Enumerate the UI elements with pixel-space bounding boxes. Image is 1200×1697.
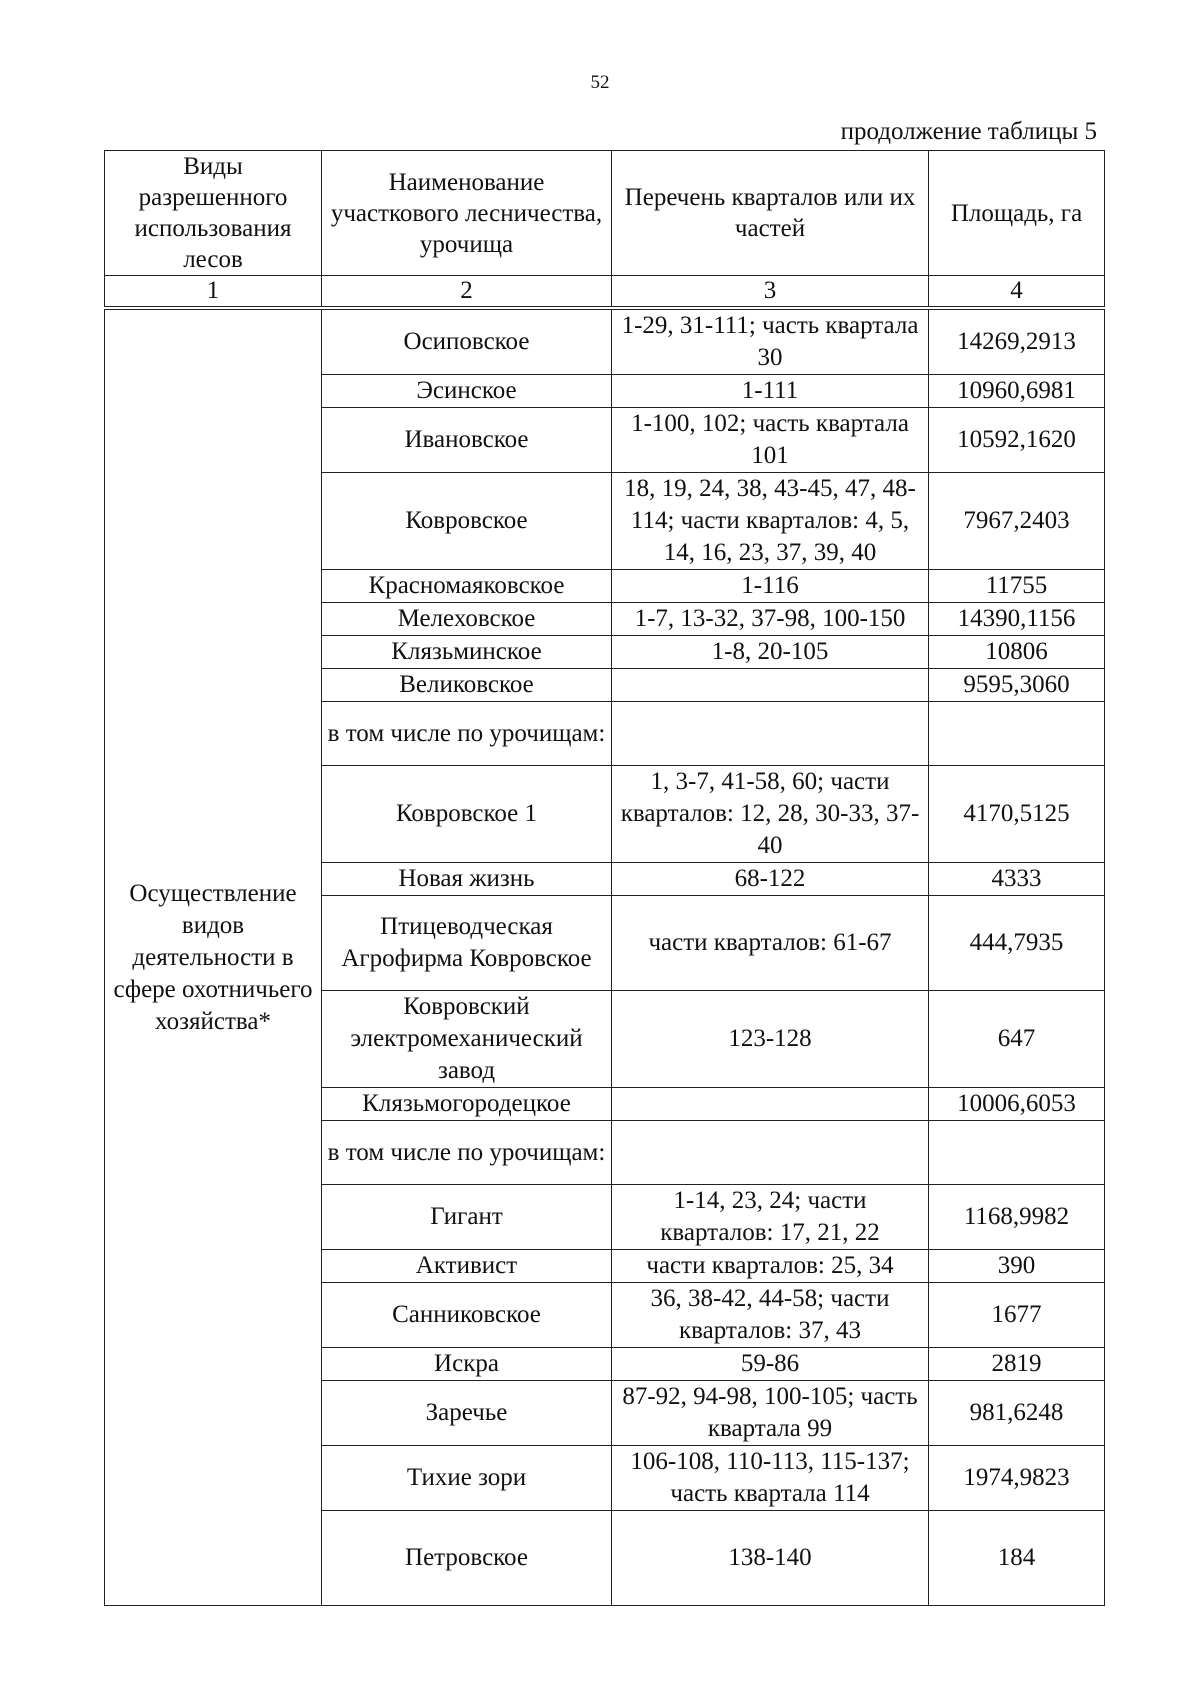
- column-number: 3: [612, 276, 929, 309]
- quarters-cell: 1-14, 23, 24; части кварталов: 17, 21, 22: [612, 1185, 929, 1250]
- header-area: Площадь, га: [929, 151, 1105, 276]
- forestry-name-cell: в том числе по урочищам:: [322, 702, 612, 766]
- forestry-name-cell: Активист: [322, 1250, 612, 1283]
- area-cell: 981,6248: [929, 1381, 1105, 1446]
- forestry-name-cell: Ковровский электромеханический завод: [322, 991, 612, 1088]
- header-quarters-list: Перечень кварталов или их частей: [612, 151, 929, 276]
- quarters-cell: 87-92, 94-98, 100-105; часть квартала 99: [612, 1381, 929, 1446]
- use-type-cell: Осуществление видов деятельности в сфере охотничьего хозяйства*: [105, 308, 322, 1606]
- forestry-name-cell: Великовское: [322, 669, 612, 702]
- area-cell: 11755: [929, 570, 1105, 603]
- forestry-name-cell: Заречье: [322, 1381, 612, 1446]
- area-cell: [929, 702, 1105, 766]
- quarters-cell: [612, 669, 929, 702]
- forestry-name-cell: Ковровское: [322, 473, 612, 570]
- area-cell: 647: [929, 991, 1105, 1088]
- forest-use-table: [104, 150, 1105, 1606]
- area-cell: 10960,6981: [929, 375, 1105, 408]
- area-cell: 10006,6053: [929, 1088, 1105, 1121]
- table-continuation-caption: продолжение таблицы 5: [840, 118, 1097, 145]
- column-number: 1: [105, 276, 322, 309]
- forestry-name-cell: Эсинское: [322, 375, 612, 408]
- area-cell: 1974,9823: [929, 1446, 1105, 1511]
- forestry-name-cell: Клязьминское: [322, 636, 612, 669]
- quarters-cell: [612, 702, 929, 766]
- forestry-name-cell: Птицеводческая Агрофирма Ковровское: [322, 896, 612, 991]
- forestry-name-cell: Клязьмогородецкое: [322, 1088, 612, 1121]
- quarters-cell: 1-111: [612, 375, 929, 408]
- area-cell: 14269,2913: [929, 308, 1105, 375]
- forestry-name-cell: Ивановское: [322, 408, 612, 473]
- quarters-cell: 1-116: [612, 570, 929, 603]
- forestry-name-cell: Мелеховское: [322, 603, 612, 636]
- quarters-cell: 59-86: [612, 1348, 929, 1381]
- quarters-cell: [612, 1088, 929, 1121]
- table-body: [105, 308, 1105, 1606]
- header-use-type: Виды разрешенного использования лесов: [105, 151, 322, 276]
- column-number: 2: [322, 276, 612, 309]
- forestry-name-cell: Новая жизнь: [322, 863, 612, 896]
- quarters-cell: 1-100, 102; часть квартала 101: [612, 408, 929, 473]
- quarters-cell: 68-122: [612, 863, 929, 896]
- quarters-cell: 138-140: [612, 1511, 929, 1606]
- forestry-name-cell: Гигант: [322, 1185, 612, 1250]
- table-header-row: [105, 151, 1105, 276]
- quarters-cell: 18, 19, 24, 38, 43-45, 47, 48-114; части кварталов: 4, 5, 14, 16, 23, 37, 39, 40: [612, 473, 929, 570]
- area-cell: 2819: [929, 1348, 1105, 1381]
- area-cell: 14390,1156: [929, 603, 1105, 636]
- area-cell: 10806: [929, 636, 1105, 669]
- forestry-name-cell: Искра: [322, 1348, 612, 1381]
- forestry-name-cell: Осиповское: [322, 308, 612, 375]
- area-cell: 1677: [929, 1283, 1105, 1348]
- quarters-cell: части кварталов: 25, 34: [612, 1250, 929, 1283]
- area-cell: 444,7935: [929, 896, 1105, 991]
- column-number: 4: [929, 276, 1105, 309]
- area-cell: [929, 1121, 1105, 1185]
- area-cell: 390: [929, 1250, 1105, 1283]
- table-row: [105, 308, 1105, 375]
- column-number-row: [105, 276, 1105, 309]
- area-cell: 1168,9982: [929, 1185, 1105, 1250]
- area-cell: 10592,1620: [929, 408, 1105, 473]
- forestry-name-cell: в том числе по урочищам:: [322, 1121, 612, 1185]
- header-forestry-name: Наименование участкового лесничества, урочища: [322, 151, 612, 276]
- area-cell: 4170,5125: [929, 766, 1105, 863]
- area-cell: 9595,3060: [929, 669, 1105, 702]
- quarters-cell: 1-29, 31-111; часть квартала 30: [612, 308, 929, 375]
- quarters-cell: части кварталов: 61-67: [612, 896, 929, 991]
- quarters-cell: 123-128: [612, 991, 929, 1088]
- forestry-name-cell: Петровское: [322, 1511, 612, 1606]
- quarters-cell: 1, 3-7, 41-58, 60; части кварталов: 12, 28, 30-33, 37-40: [612, 766, 929, 863]
- forestry-name-cell: Санниковское: [322, 1283, 612, 1348]
- quarters-cell: 106-108, 110-113, 115-137; часть квартала 114: [612, 1446, 929, 1511]
- quarters-cell: 36, 38-42, 44-58; части кварталов: 37, 43: [612, 1283, 929, 1348]
- forestry-name-cell: Ковровское 1: [322, 766, 612, 863]
- area-cell: 4333: [929, 863, 1105, 896]
- quarters-cell: 1-8, 20-105: [612, 636, 929, 669]
- area-cell: 7967,2403: [929, 473, 1105, 570]
- forestry-name-cell: Тихие зори: [322, 1446, 612, 1511]
- forestry-name-cell: Красномаяковское: [322, 570, 612, 603]
- quarters-cell: 1-7, 13-32, 37-98, 100-150: [612, 603, 929, 636]
- page-number: 52: [590, 72, 610, 93]
- quarters-cell: [612, 1121, 929, 1185]
- area-cell: 184: [929, 1511, 1105, 1606]
